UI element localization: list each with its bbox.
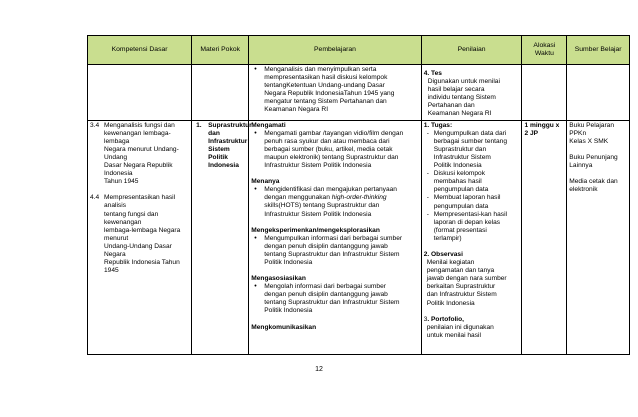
list-item: - Membuat laporan hasil pengumpulan data: [424, 194, 520, 210]
header-alokasi-waktu: [522, 36, 567, 65]
cell-kompetensi-dasar: [88, 120, 192, 354]
tes-description: Digunakan untuk menilai hasil belajar secara individu tentang Sistem Pertahanan dan Keamanan Negara RI: [427, 78, 500, 118]
list-item: • Mengumpulkan informasi dari berbagai sumber dengan penuh disiplin dantanggung jawab tentang Suprastruktur dan Infrastruktur Sistem Politik Indonesia: [251, 235, 418, 267]
list-item: - Mempresentasi-kan hasil laporan di depan kelas (format presentasi terlampir): [424, 211, 520, 243]
bullet-list: [251, 66, 418, 115]
list-item: • Mengamati gambar /tayangan vidio/film dengan penuh rasa syukur dan atau membaca dari berbagai sumber (buku, artikel, media cetak maupun elektronik) tentang Suprastruktur dan Infrastruktur Sistem Politik Indonesia: [251, 130, 418, 170]
header-kompetensi-dasar: Kompetensi Dasar: [88, 36, 192, 65]
komunikasi-title: Mengkomunikasikan: [251, 323, 317, 331]
header-alokasi-line2: Waktu: [534, 50, 554, 57]
cell-sumber-belajar: Buku Pelajaran PPKn Kelas X SMK Buku Penunjang Lainnya Media cetak dan elektronik: [567, 120, 630, 354]
cell-materi-pokok: [192, 120, 252, 354]
list-item: • Mengidentifikasi dan mengajukan pertanyaan dengan menggunakan high-order-thinking skills(HOTS) tentang Suprastruktur dan Infrastruktur Sistem Politik Indonesia: [251, 186, 418, 218]
cell-pembelajaran-continued: [249, 65, 421, 121]
cell-materi-empty: [192, 65, 249, 121]
header-row: [88, 36, 630, 65]
header-materi-pokok: Materi Pokok: [192, 36, 249, 65]
header-pembelajaran: Pembelajaran: [249, 36, 421, 65]
cell-alokasi-waktu: 1 minggu x 2 JP: [522, 120, 567, 354]
list-item: • Mengolah informasi dari berbagai sumber dengan penuh disiplin dantanggung jawab tentang Suprastruktur dan Infrastruktur Sistem Politik Indonesia: [251, 283, 418, 315]
portofolio-description: penilaian ini digunakan untuk menilai hasil: [426, 323, 494, 339]
observasi-description: Menilai kegiatan pengamatan dan tanya jawab dengan nara sumber berkaitan Suprastruktur dan Infrastruktur Sistem Politik Indonesia: [426, 259, 507, 307]
portofolio-title: 3. Portofolio,: [423, 315, 465, 323]
header-sumber-belajar: Sumber Belajar: [567, 36, 630, 65]
kd-3-4: 3.4 Menganalisis fungsi dan kewenangan lembaga-lembaga Negara menurut Undang-Undang Dasar Negara Republik Indonesia Tahun 1945: [90, 121, 179, 186]
cell-kd-empty: [88, 65, 192, 121]
list-item: • Menganalisis dan menyimpulkan serta mempresentasikan hasil diskusi kelompok tentangKetentuan Undang-undang Dasar Negara Republik IndonesiaTahun 1945 yang mengatur tentang Sistem Pertahanan dan Keamanan Negara RI: [251, 66, 418, 115]
menanya-title: Menanya: [251, 178, 280, 186]
cell-penilaian: [421, 120, 522, 354]
kd-4-4: 4.4 Mempresentasikan hasil analisis tentang fungsi dan kewenangan lembaga-lembaga Negara menurut Undang-Undang Dasar Negara Republik Indonesia Tahun 1945: [90, 194, 181, 275]
table-row-suprastruktur: [88, 120, 630, 354]
table-row-continuation: [88, 65, 630, 121]
tugas-title: 1. Tugas:: [423, 121, 453, 129]
materi-item: 1. Suprastruktur dan Infrastruktur Sistem Politik Indonesia: [196, 121, 252, 170]
list-item: - Mengumpulkan data dari berbagai sumber tentang Suprastruktur dan Infrastruktur Sistem Politik Indonesia: [424, 130, 520, 170]
list-item: - Diskusi kelompok membahas hasil pengumpulan data: [424, 170, 520, 194]
header-penilaian: Penilaian: [421, 36, 522, 65]
tes-title: 4. Tes: [423, 70, 442, 77]
observasi-title: 2. Observasi: [423, 250, 463, 258]
eksperimen-title: Mengeksperimenkan/mengeksplorasikan: [251, 226, 380, 234]
cell-pembelajaran: [249, 120, 421, 354]
page-number: 12: [315, 366, 323, 373]
cell-sumber-empty: [567, 65, 630, 121]
syllabus-table: [87, 35, 630, 355]
header-alokasi-line1: Alokasi: [533, 41, 556, 49]
asosiasi-title: Mengasosiasikan: [251, 275, 306, 283]
mengamati-title: Mengamati: [251, 121, 286, 129]
cell-penilaian-tes: [421, 65, 522, 121]
cell-alokasi-empty: [522, 65, 567, 121]
